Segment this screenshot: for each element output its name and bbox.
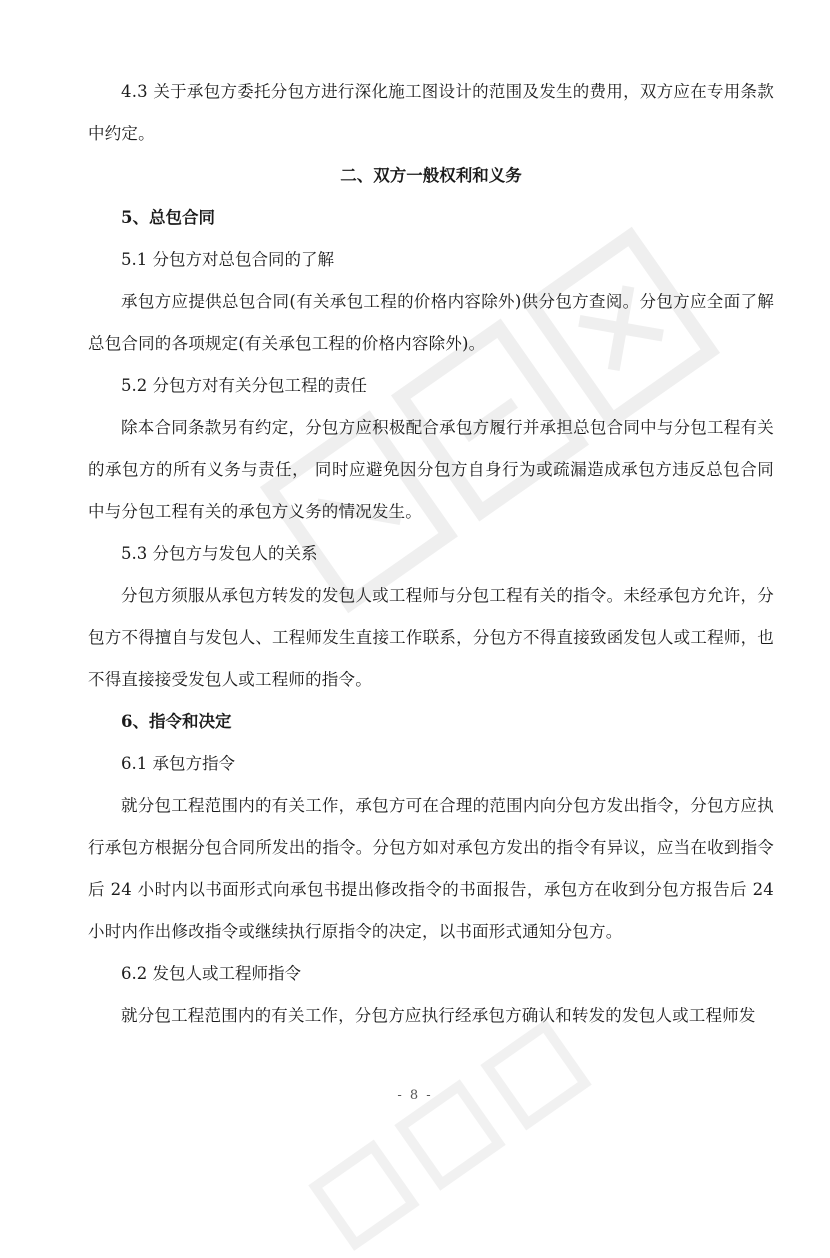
watermark-logo-bottom [301, 1012, 598, 1258]
clause-5-1-text: 承包方应提供总包合同(有关承包工程的价格内容除外)供分包方查阅。分包方应全面了解总包合同的各项规定(有关承包工程的价格内容除外)。 [88, 292, 774, 353]
clause-5-heading: 5、总包合同 [121, 208, 215, 227]
clause-6-1-heading: 6.1 承包方指令 [121, 754, 235, 773]
clause-6-2-text: 就分包工程范围内的有关工作，分包方应执行经承包方确认和转发的发包人或工程师发 [121, 1006, 756, 1025]
clause-5-2-heading: 5.2 分包方对有关分包工程的责任 [121, 376, 367, 395]
clause-5-3-text: 分包方须服从承包方转发的发包人或工程师与分包工程有关的指令。未经承包方允许，分包方不得擅自与发包人、工程师发生直接工作联系，分包方不得直接致函发包人或工程师，也不得直接接受发包人或工程师的指令。 [88, 586, 774, 689]
clause-5-3-heading: 5.3 分包方与发包人的关系 [121, 544, 318, 563]
section-2-title: 二、双方一般权利和义务 [340, 166, 522, 185]
clause-5-1-heading: 5.1 分包方对总包合同的了解 [121, 250, 334, 269]
document-body [88, 71, 774, 1037]
page-number: - 8 - [397, 1088, 433, 1103]
clause-6-1-text: 就分包工程范围内的有关工作，承包方可在合理的范围内向分包方发出指令，分包方应执行承包方根据分包合同所发出的指令。分包方如对承包方发出的指令有异议，应当在收到指令后 24 小时内以书面形式向承包书提出修改指令的书面报告，承包方在收到分包方报告后 24 小时内作出修改指令或继续执行原指令的决定，以书面形式通知分包方。 [88, 796, 774, 941]
clause-5-2-text: 除本合同条款另有约定，分包方应积极配合承包方履行并承担总包合同中与分包工程有关的承包方的所有义务与责任， 同时应避免因分包方自身行为或疏漏造成承包方违反总包合同中与分包工程有关的承包方义务的情况发生。 [88, 418, 774, 521]
clause-6-heading: 6、指令和决定 [121, 712, 232, 731]
clause-6-2-heading: 6.2 发包人或工程师指令 [121, 964, 301, 983]
clause-4-3-text: 4.3 关于承包方委托分包方进行深化施工图设计的范围及发生的费用，双方应在专用条款中约定。 [88, 82, 774, 143]
